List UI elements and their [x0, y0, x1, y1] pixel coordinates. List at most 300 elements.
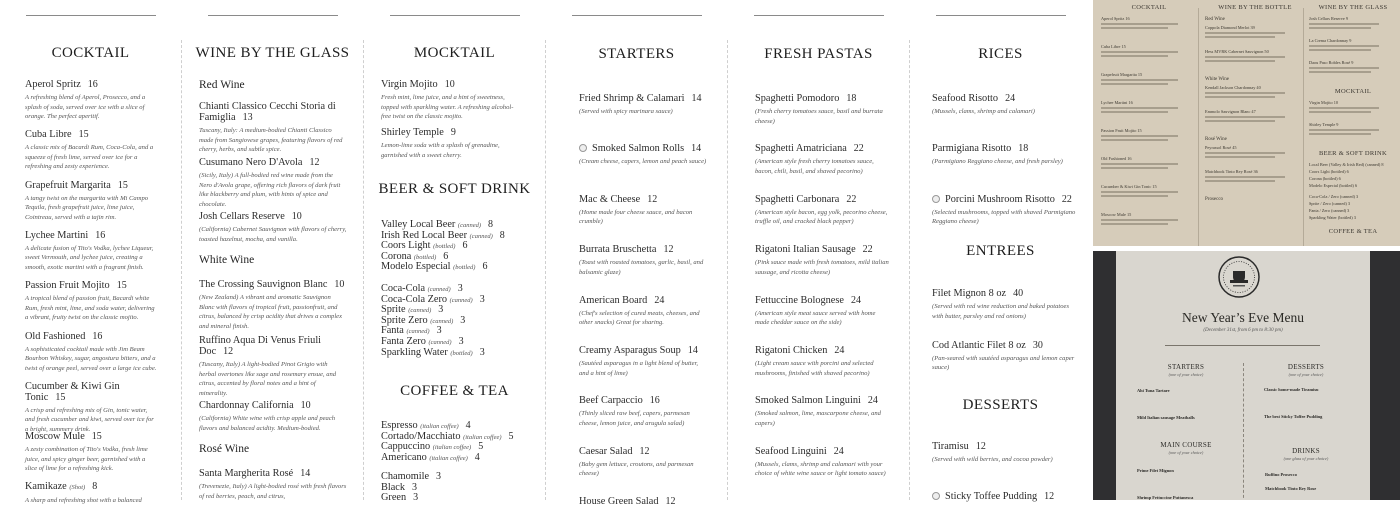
item-name: Chianti Classico Cecchi Storia di Famiglia	[199, 101, 336, 123]
item-name: Smoked Salmon Rolls	[592, 143, 685, 155]
nye-title: New Year’s Eve Menu	[1182, 310, 1304, 325]
item-name: Santa Margherita Rosé	[199, 468, 294, 479]
wine-category: Red Wine	[199, 79, 245, 91]
menu-item	[381, 127, 521, 160]
top-rule	[936, 15, 1066, 16]
photo-desc-line	[1309, 67, 1379, 69]
photo-item: Sprite / Zero (canned) 3	[1309, 201, 1351, 206]
photo-item: Peyrassol Rosé 45	[1205, 145, 1237, 150]
item-price: 3	[479, 293, 485, 305]
item-name: Cuba Libre	[25, 129, 72, 141]
photo-desc-line	[1309, 49, 1371, 51]
photo-item: Passion Fruit Mojito 15	[1101, 128, 1142, 133]
item-name: Americano	[381, 451, 427, 463]
photo-desc-line	[1205, 36, 1275, 38]
photo-section-heading: COFFEE & TEA	[1328, 228, 1378, 235]
item-price: 22	[862, 244, 873, 256]
photo-desc-line	[1101, 195, 1168, 197]
item-name: Chardonnay California	[199, 400, 294, 411]
item-price: 16	[649, 395, 660, 407]
photo-desc-line	[1101, 139, 1168, 141]
item-name-line	[932, 491, 1082, 502]
item-description: A crisp and refreshing mix of Gin, tonic water, and fresh cucumber and kiwi, served over ice for a bright, summery drink.	[25, 406, 154, 433]
spacer	[1101, 58, 1197, 70]
menu-item	[25, 129, 157, 172]
item-name: Porcini Mushroom Risotto	[945, 193, 1055, 205]
item-name-line	[25, 431, 157, 442]
item-price: 10	[334, 279, 345, 290]
item-price: 5	[508, 430, 514, 442]
item-note: (italian coffee)	[463, 433, 502, 441]
photo-desc-line	[1101, 219, 1178, 221]
item-price: 15	[116, 280, 127, 292]
item-name-line	[25, 280, 157, 291]
item-name: Rigatoni Chicken	[755, 345, 828, 356]
menu-item	[755, 395, 890, 428]
item-description: (Served with red wine reduction and baked potatoes with butter, parsley and red onions)	[932, 303, 1070, 320]
item-price: 10	[444, 79, 455, 90]
item-price: 13	[242, 112, 253, 123]
section-heading: FRESH PASTAS	[764, 46, 873, 62]
item-name: Black	[381, 481, 406, 493]
menu-item	[25, 381, 157, 435]
item-description: (New Zealand) A vibrant and aromatic Sauvignon Blanc with flavors of tropical fruit, passionfruit, and citrus, balanced by crisp acidity that drives a complex and mineral finish.	[199, 294, 343, 330]
menu-item	[25, 280, 157, 323]
nye-item: Matchbook Tinto Rey Rose	[1265, 486, 1317, 491]
item-price: 6	[462, 240, 468, 252]
item-description: Tuscany, Italy: A medium-bodied Chianti Classico made from Sangiovese grapes, featuring flavors of red cherry, herbs, and subtle spice.	[199, 127, 343, 154]
item-price: 40	[1013, 288, 1024, 299]
item-note: (canned)	[427, 286, 451, 293]
photo-desc-line	[1205, 116, 1285, 118]
photo-desc-line	[1101, 55, 1168, 57]
photo-menu-column	[1101, 0, 1197, 238]
divider	[1243, 363, 1244, 500]
menu-item	[579, 496, 709, 507]
item-price: 16	[87, 79, 98, 90]
item-name: Coca-Cola Zero	[381, 293, 448, 305]
item-price: 24	[867, 395, 878, 407]
item-note: (canned)	[457, 222, 482, 229]
item-name: Coors Light	[381, 240, 431, 252]
spacer	[1205, 63, 1305, 71]
menu-item	[579, 295, 709, 328]
item-price: 16	[95, 229, 106, 241]
chef-special-icon	[579, 144, 587, 152]
item-price: 12	[1044, 491, 1055, 502]
item-name-line	[199, 157, 347, 168]
item-description: A classic mix of Bacardi Rum, Coca-Cola, and a squeeze of fresh lime, served over ice for a refreshing and zesty experience.	[25, 144, 154, 171]
item-name-line	[579, 194, 709, 205]
item-description: (American style fresh cherry tomatoes sauce, bacon, chili, basil, and shaved pecorino)	[755, 158, 874, 175]
column-rices	[910, 0, 1091, 500]
item-price: 4	[465, 420, 471, 431]
item-name-line	[25, 481, 157, 493]
item-name: Moscow Mule	[25, 431, 85, 443]
menu-item	[25, 79, 157, 122]
item-price: 4	[474, 451, 480, 463]
photo-item: Emmolo Sauvignon Blanc 47	[1205, 109, 1256, 114]
item-description: (Baby gem lettuce, croutons, and parmesan cheese)	[579, 460, 694, 478]
item-price: 15	[117, 179, 128, 191]
menu-item	[579, 395, 709, 428]
photo-item: Local Beer (Valley & Irish Red) (canned) 8	[1309, 162, 1384, 167]
item-description: A tangy twist on the margarita with Mi Campo Tequila, fresh grapefruit juice, lime juice, Cointreau, served with a tajin rim.	[25, 194, 149, 221]
section-heading: BEER & SOFT DRINK	[378, 181, 531, 197]
item-note: (italian coffee)	[429, 454, 468, 462]
item-name-line	[579, 93, 709, 104]
top-rule	[572, 15, 702, 16]
photo-item: Kendall Jackson Chardonnay 40	[1205, 85, 1261, 90]
item-name: Cortado/Macchiato	[381, 430, 461, 442]
nye-starters-note: (one of your choice)	[1168, 372, 1204, 377]
spacer	[1101, 86, 1197, 98]
top-rule	[208, 15, 338, 16]
item-name: Parmigiana Risotto	[932, 143, 1012, 155]
item-price: 12	[309, 157, 320, 168]
item-name: Tiramisu	[932, 441, 969, 452]
item-name: Modelo Especial	[381, 261, 451, 273]
photo-section-heading: COCKTAIL	[1131, 4, 1167, 11]
item-name: Mac & Cheese	[579, 193, 641, 205]
photo-desc-line	[1101, 51, 1178, 53]
spacer	[1101, 226, 1197, 238]
menu-item	[25, 230, 157, 273]
item-price: 3	[413, 492, 419, 504]
photo-desc-line	[1205, 32, 1285, 34]
item-description: (Toast with roasted tomatoes, garlic, basil, and balsamic glaze)	[579, 259, 704, 276]
photo-desc-line	[1101, 223, 1168, 225]
item-price: 3	[436, 471, 442, 482]
menu-item	[579, 194, 709, 227]
item-name: Old Fashioned	[25, 330, 86, 342]
item-note: (canned)	[428, 339, 452, 346]
item-name-line	[381, 127, 521, 138]
photo-item: Corona (bottled) 6	[1309, 176, 1341, 181]
item-name: Passion Fruit Mojito	[25, 280, 110, 292]
wine-category: White Wine	[199, 254, 255, 266]
menu-item	[199, 157, 347, 209]
top-rule	[390, 15, 520, 16]
menu-item	[25, 431, 157, 474]
item-price: 12	[647, 193, 658, 205]
item-name: American Board	[579, 294, 648, 306]
menu-item	[25, 331, 157, 374]
item-price: 10	[291, 211, 302, 222]
photo-item: Aperol Spritz 16	[1101, 16, 1130, 21]
item-name: Espresso	[381, 420, 418, 431]
item-name-line	[579, 446, 709, 457]
photo-desc-line	[1205, 60, 1275, 62]
item-name: Filet Mignon 8 oz	[932, 288, 1007, 299]
item-price: 24	[654, 294, 665, 306]
item-description: A tropical blend of passion fruit, Bacardi white Rum, fresh mint, lime, and soda water, delivering a vibrant, fruity twist on the classic mojito.	[25, 295, 155, 322]
item-price: 12	[975, 441, 986, 452]
item-price: 14	[691, 93, 702, 104]
photo-item: Coca-Cola / Zero (canned) 3	[1309, 194, 1359, 199]
item-note: (canned)	[430, 317, 454, 325]
spacer	[1309, 30, 1397, 36]
menu-item	[199, 279, 347, 331]
item-name-line	[25, 79, 157, 90]
item-price: 18	[846, 93, 857, 104]
item-name: Fried Shrimp & Calamari	[579, 93, 685, 104]
photo-desc-line	[1101, 27, 1168, 29]
item-name-line	[25, 180, 157, 191]
item-description: (Served with spicy marinara sauce)	[579, 108, 673, 115]
photo-desc-line	[1309, 23, 1379, 25]
item-note: (canned)	[406, 328, 430, 336]
item-note: (italian coffee)	[420, 423, 459, 430]
chef-special-icon	[932, 492, 940, 500]
item-price: 22	[846, 193, 857, 205]
nye-subtitle: (December 31st, from 6 pm to 8:30 pm)	[1203, 328, 1283, 333]
menu-item	[755, 295, 890, 328]
menu-paper	[1116, 251, 1370, 500]
menu-item	[932, 441, 1082, 465]
photo-desc-line	[1205, 152, 1285, 154]
spacer	[1205, 183, 1305, 191]
menu-item	[381, 79, 521, 122]
item-name-line	[381, 79, 521, 90]
photo-item: Matchbook Tinto Rey Rosé 36	[1205, 169, 1258, 174]
item-description: (California) White wine with crisp apple and peach flavors and balanced acidity. Medium-bodied.	[199, 415, 336, 432]
photo-desc-line	[1101, 23, 1178, 25]
top-rule	[26, 15, 156, 16]
item-price: 15	[91, 431, 102, 443]
photo-desc-line	[1205, 120, 1275, 122]
spacer	[1309, 114, 1397, 120]
photo-item: Coors Light (bottled) 6	[1309, 169, 1349, 174]
photo-desc-line	[1205, 56, 1285, 58]
photo-desc-line	[1101, 111, 1168, 113]
item-name: Corona	[381, 250, 412, 262]
item-name: Cod Atlantic Filet 8 oz	[932, 339, 1026, 351]
photo-item: Lychee Martini 16	[1101, 100, 1133, 105]
nye-main-note: (one of your choice)	[1168, 450, 1204, 455]
item-name: Kamikaze	[25, 481, 67, 493]
item-description: (American style meat sauce served with home made cheddar sauce on the side)	[755, 309, 876, 327]
item-name: Burrata Bruschetta	[579, 244, 657, 256]
item-price: 12	[223, 346, 234, 357]
photo-desc-line	[1101, 163, 1178, 165]
menu-item	[932, 491, 1082, 502]
photo-wine-category: Rosé Wine	[1205, 137, 1227, 142]
item-description: (California) Cabernet Sauvignon with flavors of cherry, toasted hazelnut, mocha, and vanilla.	[199, 226, 347, 243]
item-price: 3	[458, 336, 464, 347]
spacer	[1309, 74, 1397, 80]
item-name-line	[755, 395, 890, 406]
menu-item	[755, 93, 890, 126]
item-name: Chamomile	[381, 471, 430, 482]
item-price: 3	[438, 304, 444, 316]
nye-main-title: MAIN COURSE	[1160, 441, 1212, 449]
item-name: Virgin Mojito	[381, 79, 438, 90]
item-description: (Mussels, clams, shrimp and calamari)	[932, 108, 1035, 115]
photo-item: Virgin Mojito 10	[1309, 100, 1339, 105]
item-note: (bottled)	[450, 349, 473, 357]
photo-desc-line	[1309, 133, 1371, 135]
item-price: 15	[55, 391, 66, 403]
item-name: Smoked Salmon Linguini	[755, 395, 861, 407]
item-price: 14	[300, 468, 311, 479]
item-name: Sparkling Water	[381, 346, 448, 358]
item-name: Cusumano Nero D'Avola	[199, 157, 303, 168]
nye-item: Prime Filet Mignon	[1137, 468, 1174, 473]
photo-desc-line	[1101, 79, 1178, 81]
item-name: Seafood Linguini	[755, 445, 827, 457]
photo-desc-line	[1309, 71, 1371, 73]
photo-item: Modelo Especial (bottled) 6	[1309, 183, 1358, 188]
item-description: (Pink sauce made with fresh tomatoes, mild italian sausage, and ricotta cheese)	[755, 259, 889, 276]
photo-section-heading: WINE BY THE GLASS	[1318, 4, 1388, 11]
item-name: Fanta	[381, 325, 404, 337]
item-price: 24	[834, 345, 845, 356]
nye-desserts-note: (one of your choice)	[1288, 372, 1324, 377]
item-price: 6	[443, 250, 449, 262]
item-price: 3	[436, 325, 442, 337]
item-price: 10	[300, 400, 311, 411]
nye-item: Ahi Tuna Tartare	[1137, 388, 1170, 393]
item-name-line	[25, 129, 157, 140]
photo-menu-column	[1205, 0, 1305, 205]
nye-drinks-title: DRINKS	[1292, 447, 1320, 455]
item-name: Seafood Risotto	[932, 93, 999, 104]
menu-item	[932, 194, 1082, 227]
wine-category: Rosé Wine	[199, 443, 250, 455]
item-description: (Mussels, clams, shrimp and calamari with your choice of white wine sauce or light tomato sauce)	[755, 460, 886, 478]
photo-wine-category: Prosecco	[1205, 197, 1224, 202]
item-description: A sophisticated cocktail made with Jim Beam Bourbon Whiskey, sugar, angostura bitters, and a twist of orange peel, served over a large ice cube.	[25, 345, 157, 372]
item-description: (American style bacon, egg yolk, pecorino cheese, truffle oil, and cracked black pepper)	[755, 208, 888, 226]
item-name: Rigatoni Italian Sausage	[755, 244, 856, 256]
item-price: 30	[1032, 339, 1043, 351]
item-name: Cappuccino	[381, 441, 431, 453]
item-name: Cucumber & Kiwi Gin Tonic	[25, 380, 120, 403]
drink-line	[381, 348, 485, 360]
item-name: Ruffino Aqua Di Venus Friuli Doc	[199, 335, 322, 357]
item-name: House Green Salad	[579, 496, 659, 507]
spacer	[1205, 159, 1305, 167]
item-description: A refreshing blend of Aperol, Prosecco, and a splash of soda, served over ice with a slice of orange. The perfect aperitif.	[25, 94, 146, 121]
item-name-line	[579, 143, 709, 154]
drink-line	[381, 262, 487, 274]
drink-line	[381, 493, 418, 504]
item-name: Josh Cellars Reserve	[199, 211, 285, 222]
photo-section-heading: WINE BY THE BOTTLE	[1218, 4, 1292, 11]
item-price: 3	[457, 283, 463, 294]
item-name-line	[579, 395, 709, 406]
item-name: Sprite Zero	[381, 314, 428, 326]
item-price: 14	[691, 143, 702, 155]
item-note: (italian coffee)	[432, 444, 472, 452]
divider	[1165, 345, 1320, 346]
item-price: 8	[499, 229, 505, 241]
photo-desc-line	[1101, 107, 1178, 109]
photo-new-years-eve-menu	[1093, 251, 1400, 500]
item-price: 3	[412, 481, 418, 493]
item-name: Aperol Spritz	[25, 79, 81, 90]
item-name-line	[579, 244, 709, 255]
drink-line	[381, 453, 480, 465]
item-name: Coca-Cola	[381, 283, 426, 294]
menu-item	[579, 244, 709, 277]
photo-desc-line	[1101, 167, 1168, 169]
section-heading: STARTERS	[598, 46, 675, 62]
column-fresh-pastas	[728, 0, 909, 500]
photo-desc-line	[1101, 83, 1168, 85]
item-price: 9	[450, 127, 456, 138]
photo-item: Coppola Diamond Merlot 39	[1205, 25, 1255, 30]
nye-starters-title: STARTERS	[1167, 363, 1205, 371]
photo-desc-line	[1101, 135, 1178, 137]
spacer	[1101, 198, 1197, 210]
item-name-line	[755, 345, 890, 356]
menu-item	[932, 340, 1082, 373]
item-description: A zesty combination of Tito's Vodka, fresh lime juice, and spicy ginger beer, garnished with a slice of lime for a refreshing kick.	[25, 446, 148, 473]
item-description: (Light cream sauce with porcini and selected mushrooms, finished with shaved pecorino)	[755, 360, 874, 377]
photo-printed-menu	[1093, 0, 1400, 246]
item-price: 22	[853, 143, 864, 155]
menu-item	[755, 244, 890, 277]
item-price: 14	[687, 345, 698, 356]
photo-desc-line	[1101, 191, 1178, 193]
item-description: A delicate fusion of Tito's Vodka, lychee Liqueur, sweet Vermouth, and lychee juice, creating a smooth, exotic martini with a fragrant finish.	[25, 244, 154, 272]
photo-item: Old Fashioned 16	[1101, 156, 1132, 161]
photo-item: Cuba Libre 15	[1101, 44, 1126, 49]
spacer	[1309, 52, 1397, 58]
item-name-line	[199, 279, 347, 290]
item-price: 12	[665, 496, 676, 507]
item-price: 15	[78, 129, 89, 141]
photo-desc-line	[1309, 107, 1379, 109]
top-rule	[754, 15, 884, 16]
photo-wine-category: Red Wine	[1205, 17, 1225, 22]
menu-item	[579, 446, 709, 479]
item-name: Fanta Zero	[381, 336, 426, 347]
item-name-line	[932, 340, 1082, 351]
nye-item: Mild Italian sausage Meatballs	[1137, 415, 1195, 420]
item-description: (Sautéed asparagus in a light blend of butter, and a hint of lime)	[579, 360, 699, 377]
item-price: 18	[1018, 143, 1029, 155]
item-description: (Smoked salmon, lime, mascarpone cheese, and capers)	[755, 410, 881, 427]
item-name-line	[755, 446, 890, 457]
item-name-line	[755, 143, 890, 154]
item-price: 12	[663, 244, 674, 256]
item-name-line	[755, 295, 890, 306]
item-name-line	[199, 400, 347, 411]
item-price: 16	[92, 330, 103, 342]
nye-item: The best Sticky Toffee Pudding	[1264, 414, 1323, 419]
item-name-line	[932, 143, 1082, 154]
item-description: (Tuscany, Italy) A light-bodied Pinot Grigio with herbal overtones like sage and rosemary ensue, and citrus, accented by floral notes and a hint of minerality.	[199, 361, 337, 397]
item-name: Sticky Toffee Pudding	[945, 491, 1038, 502]
item-description: (Served with wild berries, and cocoa powder)	[932, 456, 1053, 463]
photo-item: Josh Cellars Reserve 9	[1309, 16, 1349, 21]
photo-wine-category: White Wine	[1205, 77, 1230, 82]
item-price: 6	[482, 261, 488, 273]
photo-desc-line	[1309, 45, 1379, 47]
photo-menu-column	[1309, 0, 1397, 240]
section-heading: COFFEE & TEA	[400, 383, 509, 399]
item-name-line	[932, 93, 1082, 104]
item-name-line	[932, 194, 1082, 205]
column-mocktail	[364, 0, 545, 504]
nye-item: Classic home-made Tiramisu	[1264, 387, 1319, 392]
menu-item	[932, 288, 1082, 321]
item-name: Shirley Temple	[381, 127, 444, 138]
nye-drinks-note: (one glass of your choice)	[1283, 456, 1329, 461]
